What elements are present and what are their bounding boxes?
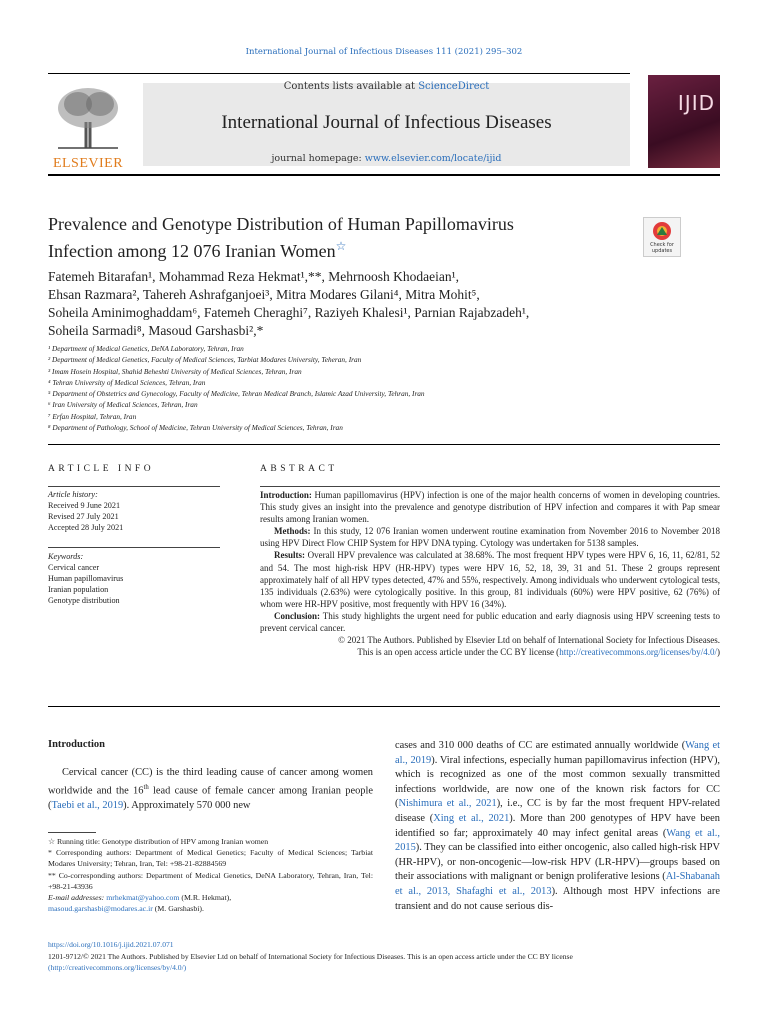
body-column-left (48, 766, 373, 813)
co-corresponding-footnote: ** Co-corresponding authors: Department of Medical Genetics, DeNA Laboratory, Tehran, Iran, Tel: +98-21-43936 (48, 870, 373, 891)
keywords-label: Keywords: (48, 552, 84, 561)
journal-cover[interactable] (648, 75, 720, 168)
affiliation-item: ⁸ Department of Pathology, School of Medicine, Tehran University of Medical Sciences, Tehran, Iran (48, 423, 343, 433)
email-footnote (48, 892, 373, 914)
elsevier-logo (48, 82, 128, 171)
license-suffix: ) (717, 647, 720, 658)
body-text: ), i.e., CC is by far the most frequent HPV-related disease ( (395, 798, 720, 824)
article-info-rule (48, 486, 220, 487)
article-title (48, 213, 608, 262)
ordinal-superscript: th (143, 783, 149, 791)
abstract-copyright (260, 634, 720, 658)
homepage-link[interactable]: www.elsevier.com/locate/ijid (364, 153, 502, 164)
abstract-results (260, 549, 720, 609)
journal-citation[interactable]: International Journal of Infectious Diseases 111 (2021) 295–302 (245, 47, 523, 57)
authors-line-2[interactable]: Ehsan Razmara², Tahereh Ashrafganjoei³, Mitra Modares Gilani⁴, Mitra Mohit⁵, (48, 287, 480, 302)
abstract-heading: ABSTRACT (260, 464, 338, 474)
citation-link[interactable]: Taebi et al., 2019 (51, 799, 124, 811)
license-prefix: This is an open access article under the CC BY license ( (357, 647, 560, 658)
methods-text: In this study, 12 076 Iranian women underwent routine examination from November 2016 to November 2018 using HPV Direct Flow CHIP System for HPV DNA typing. Cytology was undertaken for 5138 samples. (260, 526, 720, 549)
homepage-line (143, 153, 630, 164)
abstract-body (260, 489, 720, 658)
check-for-updates-button[interactable] (643, 217, 681, 257)
intro-paragraph (48, 766, 373, 813)
publisher-name: ELSEVIER (52, 156, 124, 171)
affiliation-item: ⁴ Tehran University of Medical Sciences, Tehran, Iran (48, 377, 206, 387)
keywords-rule (48, 547, 220, 548)
keyword-item[interactable]: Genotype distribution (48, 596, 120, 605)
header-top-rule (48, 73, 630, 74)
copyright-text: © 2021 The Authors. Published by Elsevier Ltd on behalf of International Society for Infectious Diseases. (338, 635, 720, 646)
title-footnote-mark[interactable]: ☆ (335, 239, 347, 253)
affiliation-item: ⁷ Erfan Hospital, Tehran, Iran (48, 411, 137, 421)
body-text: Cervical cancer (CC) is the third leading cause of cancer among women worldwide and the 16 (48, 767, 373, 797)
methods-label: Methods: (274, 526, 311, 537)
body-column-right (395, 739, 720, 914)
authors-line-1[interactable]: Fatemeh Bitarafan¹, Mohammad Reza Hekmat¹,**, Mehrnoosh Khodaeian¹, (48, 269, 460, 284)
body-text: ). More than 200 genotypes of HPV have been identified so far; approximately 40 may infect genital areas ( (395, 812, 720, 839)
email-owner: (M. Garshasbi). (152, 904, 204, 914)
keyword-item[interactable]: Iranian population (48, 585, 109, 594)
authors-line-3[interactable]: Soheila Aminimoghaddam⁶, Fatemeh Cheraghi⁷, Raziyeh Khalesi¹, Parnian Rajabzadeh¹, (48, 305, 530, 320)
title-line-2: Infection among 12 076 Iranian Women (48, 241, 336, 261)
page-footer (48, 939, 720, 974)
affiliation-item: ⁶ Iran University of Medical Sciences, Tehran, Iran (48, 400, 198, 410)
results-label: Results: (274, 550, 305, 561)
article-history (48, 489, 220, 533)
body-text: cases and 310 000 deaths of CC are estimated annually worldwide ( (395, 740, 686, 751)
journal-title: International Journal of Infectious Diseases (221, 112, 552, 133)
footnote-rule (48, 832, 96, 833)
keywords (48, 551, 220, 606)
body-text: lead cause of female cancer among Iranian people ( (48, 785, 373, 811)
corresponding-author-footnote: * Corresponding authors: Department of Medical Genetics; Faculty of Medical Sciences; Tarbiat Modares University; Tehran, Iran, Tel: +98-21-82884569 (48, 848, 373, 869)
footer-license-link[interactable]: (http://creativecommons.org/licenses/by/4.0/) (48, 963, 187, 972)
conclusion-text: This study highlights the urgent need for public education and early diagnosis using HPV screening tests to prevent cervical cancer. (260, 610, 720, 634)
citation-link[interactable]: Wang et al., 2015 (395, 827, 720, 854)
issn-line: 1201-9712/© 2021 The Authors. Published by Elsevier Ltd on behalf of International Society for Infectious Diseases. This is an open access article under the CC BY license (48, 951, 573, 961)
check-updates-icon (652, 221, 672, 241)
abstract-rule (260, 486, 720, 487)
affiliation-item: ³ Imam Hosein Hospital, Shahid Beheshti University of Medical Sciences, Tehran, Iran (48, 366, 302, 376)
keyword-item[interactable]: Cervical cancer (48, 563, 100, 572)
history-label: Article history: (48, 490, 98, 499)
affiliation-item: ¹ Department of Medical Genetics, DeNA Laboratory, Tehran, Iran (48, 344, 244, 353)
article-info-heading: ARTICLE INFO (48, 464, 155, 474)
abstract-conclusion (260, 610, 720, 634)
keyword-item[interactable]: Human papillomavirus (48, 574, 124, 583)
abstract-bottom-rule (48, 706, 720, 707)
citation-link[interactable]: Nishimura et al., 2021 (398, 798, 497, 810)
license-link[interactable]: http://creativecommons.org/licenses/by/4.0/ (559, 647, 717, 658)
contents-prefix: Contents lists available at (283, 81, 419, 92)
results-text: Overall HPV prevalence was calculated at 38.68%. The most frequent HPV types were HPV 6, 16, 11, 62/81, 52 and 54. The most high-risk HPV (HR-HPV) types were HPV 16, 52, 18, 39, 31 and 51. These 2 groups represent approximately half of all HPV types detected, 47% and 55%, respectively. Among individuals who underwent cytological tests, 135 individuals (2.63%) were cytologically positive. In this group, 81 individuals (60%) were HPV positive, 62 (76%) of whom were HR-HPV positive, most frequently with HPV 16 (34%). (260, 550, 720, 609)
affiliations (48, 343, 688, 433)
footnotes (48, 836, 373, 914)
citation-link[interactable]: Xing et al., 2021 (433, 812, 510, 824)
history-item: Revised 27 July 2021 (48, 512, 119, 521)
doi-link[interactable]: https://doi.org/10.1016/j.ijid.2021.07.071 (48, 940, 174, 949)
body-text: ). Approximately 570 000 new (123, 799, 251, 811)
header-bottom-rule (48, 174, 720, 176)
conclusion-label: Conclusion: (274, 610, 321, 621)
introduction-heading: Introduction (48, 739, 105, 750)
affiliation-item: ² Department of Medical Genetics, Faculty of Medical Sciences, Tarbiat Modares University, Teheran, Iran (48, 355, 362, 365)
affiliations-rule (48, 444, 720, 445)
body-text: ). Viral infections, especially human papillomavirus infection (HPV), which is recognized as one of the most common sexually transmitted infections worldwide, are now one of the known risk factors for CC ( (395, 754, 721, 810)
body-paragraph (395, 739, 720, 914)
history-item: Received 9 June 2021 (48, 501, 121, 510)
citation-link[interactable]: Wang et al., 2019 (395, 740, 720, 766)
authors-line-4[interactable]: Soheila Sarmadi⁸, Masoud Garshasbi²,* (48, 323, 264, 338)
contents-line (143, 81, 630, 92)
citation-link[interactable]: Al-Shabanah et al., 2013, Shafaghi et al., 2013 (395, 871, 720, 897)
body-text: ). They can be classified into either oncogenic, also called high-risk HPV (HR-HPV), or non-oncogenic—low-risk HPV (LR-HPV)—groups based on their associations with malignant or benign proliferative lesions ( (395, 842, 721, 883)
affiliation-item: ⁵ Department of Obstetrics and Gynecology, Faculty of Medicine, Tehran Medical Branch, Islamic Azad University, Tehran, Iran (48, 389, 425, 399)
email-link-hekmat[interactable]: mrhekmat@yahoo.com (106, 893, 180, 903)
email-link-garshasbi[interactable]: masoud.garshasbi@modares.ac.ir (48, 904, 153, 914)
cover-label: IJID (677, 91, 715, 115)
author-list (48, 268, 688, 340)
intro-label: Introduction: (260, 490, 312, 500)
abstract-introduction (260, 489, 720, 525)
title-line-1: Prevalence and Genotype Distribution of Human Papillomavirus (48, 214, 514, 234)
intro-text: Human papillomavirus (HPV) infection is one of the major health concerns of women in developing countries. This study gives an insight into the prevalence and genotype distribution of HPV infection and compares it with Pap smear results among Iranian women. (260, 490, 720, 525)
abstract-methods (260, 525, 720, 549)
homepage-prefix: journal homepage: (271, 153, 365, 164)
running-title-footnote: ☆ Running title: Genotype distribution of HPV among Iranian women (48, 837, 269, 846)
elsevier-tree-icon (48, 82, 128, 152)
email-owner: (M.R. Hekmat), (179, 893, 232, 903)
check-updates-label: Check for updates (650, 242, 674, 254)
history-item: Accepted 28 July 2021 (48, 523, 124, 532)
email-label: E-mail addresses: (48, 893, 105, 903)
sciencedirect-link[interactable]: ScienceDirect (418, 81, 490, 92)
body-text: ). Although most HPV infections are transient and do not cause serious dis- (395, 885, 720, 912)
